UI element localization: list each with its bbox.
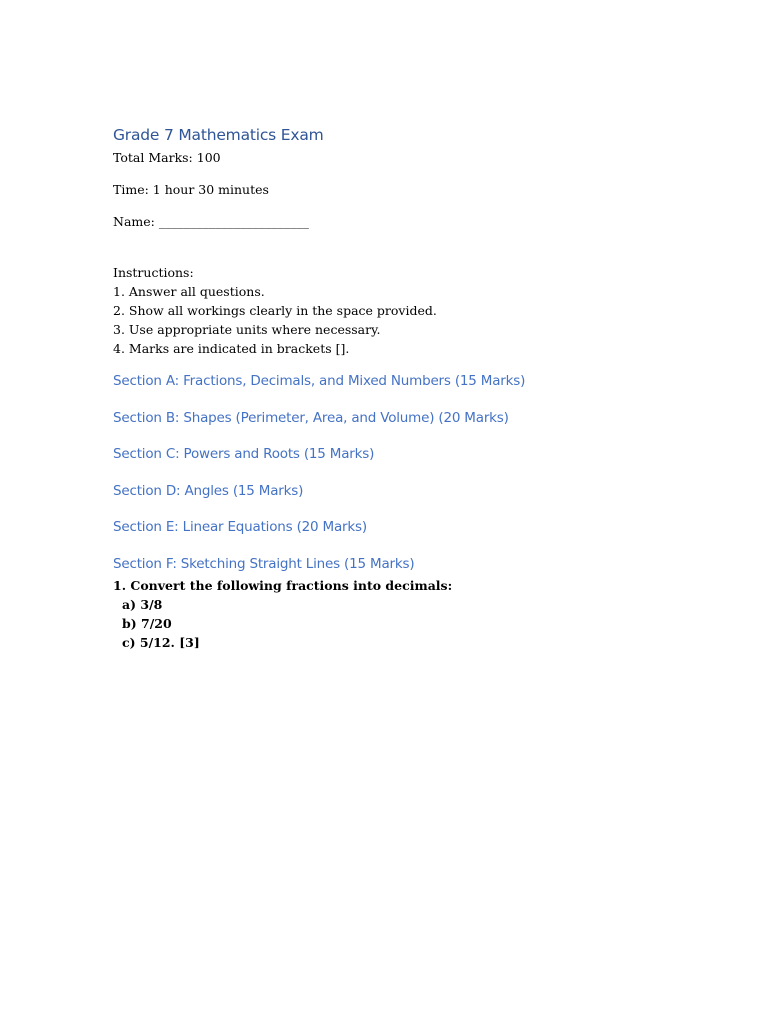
instructions-list xyxy=(113,282,713,358)
instruction-item: 1. Answer all questions. xyxy=(113,284,265,299)
section-d-heading: Section D: Angles (15 Marks) xyxy=(113,482,304,499)
document-content xyxy=(113,124,713,652)
instruction-item: 2. Show all workings clearly in the space provided. xyxy=(113,303,437,318)
question-part: a) 3/8 xyxy=(122,596,163,612)
section-f-heading: Section F: Sketching Straight Lines (15 Marks) xyxy=(113,555,415,572)
total-marks: Total Marks: 100 xyxy=(113,150,221,165)
question-1 xyxy=(113,576,713,652)
instruction-item: 3. Use appropriate units where necessary. xyxy=(113,322,381,337)
section-c-heading: Section C: Powers and Roots (15 Marks) xyxy=(113,446,375,462)
exam-time: Time: 1 hour 30 minutes xyxy=(113,182,269,197)
question-part: b) 7/20 xyxy=(122,615,172,631)
question-1-parts xyxy=(113,595,713,652)
instruction-item: 4. Marks are indicated in brackets []. xyxy=(113,341,350,356)
section-b-heading: Section B: Shapes (Perimeter, Area, and Volume) (20 Marks) xyxy=(113,409,509,426)
question-part: c) 5/12. [3] xyxy=(122,634,200,650)
name-field-line: Name: ________________________ xyxy=(113,214,309,229)
section-e-heading: Section E: Linear Equations (20 Marks) xyxy=(113,519,367,535)
section-a-heading: Section A: Fractions, Decimals, and Mixed Numbers (15 Marks) xyxy=(113,373,526,389)
question-1-prompt: 1. Convert the following fractions into decimals: xyxy=(113,577,453,593)
instructions-block xyxy=(113,263,713,358)
section-headings xyxy=(113,372,713,574)
instructions-heading: Instructions: xyxy=(113,265,194,280)
exam-title: Grade 7 Mathematics Exam xyxy=(113,126,324,144)
